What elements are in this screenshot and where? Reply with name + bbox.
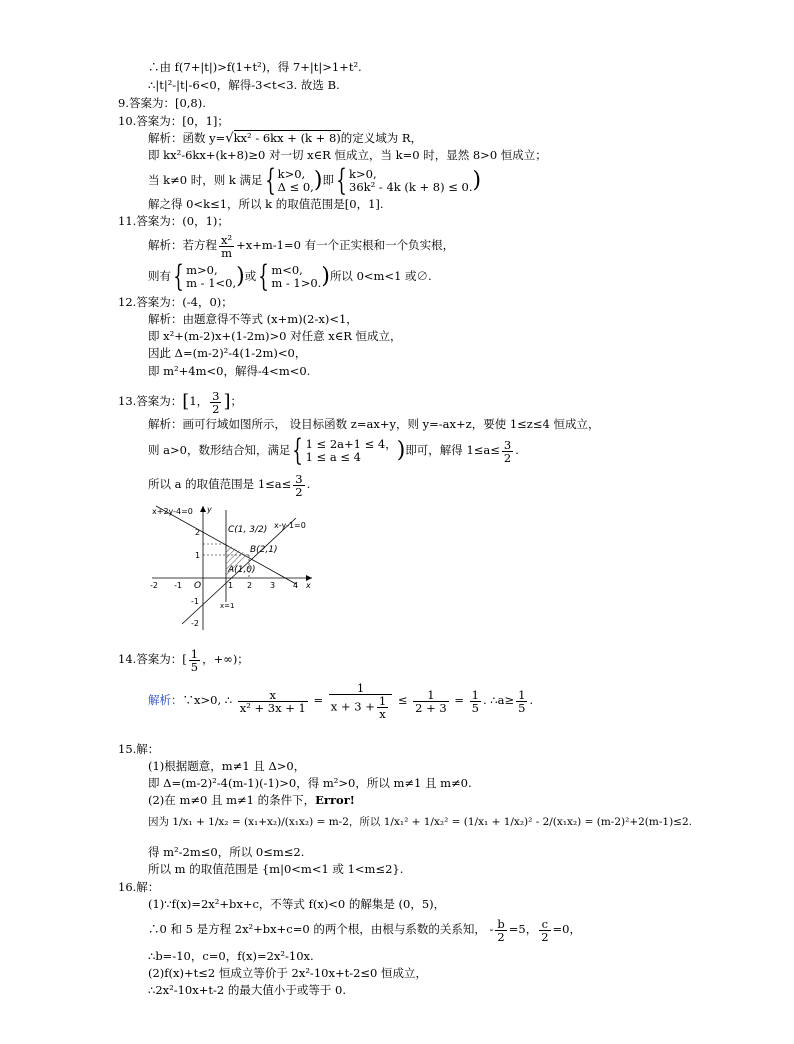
answer-16: 16.解： <box>118 880 160 894</box>
left-brace: { <box>258 259 270 294</box>
text-line: 因为 1/x₁ + 1/x₂ = (x₁+x₂)/(x₁x₂) = m-2，所以 1/x₁² + 1/x₂² = (1/x₁ + 1/x₂)² - 2/(x₁x₂) = (m-2)²+2(m-1)≤2. <box>148 816 692 828</box>
answer-11: 11.答案为：(0，1)； <box>118 214 229 228</box>
numerator: b <box>497 916 505 931</box>
system <box>306 438 397 464</box>
x-tick: -2 <box>150 581 158 590</box>
left-brace: { <box>292 433 304 468</box>
fraction <box>238 689 308 714</box>
text-fragment: 13.答案为： <box>118 394 183 408</box>
fraction <box>377 695 388 720</box>
fraction <box>502 439 513 464</box>
right-paren: ) <box>313 168 323 193</box>
right-paren: ) <box>472 168 482 193</box>
text-fragment: 当 k≠0 时，则 k 满足 <box>148 173 263 187</box>
text-fragment: = <box>454 693 465 707</box>
text-fragment: . <box>515 443 519 457</box>
radicand: kx² - 6kx + (k + 8) <box>233 131 341 145</box>
numerator: c <box>539 918 550 931</box>
text-fragment: ≤ <box>397 693 408 707</box>
system-row: 36k² - 4k (k + 8) ≤ 0. <box>349 180 473 194</box>
right-paren: ) <box>321 264 330 289</box>
text-fragment: ∴0 和 5 是方程 2x²+bx+c=0 的两个根，由根与系数的关系知， <box>148 922 486 936</box>
numerator: x² <box>221 232 233 247</box>
numerator: 3 <box>295 471 303 486</box>
text-line <box>148 469 310 499</box>
system-row: m - 1<0, <box>186 276 237 290</box>
fraction <box>413 689 449 714</box>
label-line2: x-y-1=0 <box>274 521 306 530</box>
text-line: 所以 m 的取值范围是 {m|0<m<1 或 1<m≤2}. <box>148 862 404 876</box>
system <box>186 264 236 290</box>
label-y-axis: y <box>207 505 212 514</box>
system <box>271 264 321 290</box>
y-tick: -2 <box>191 619 199 628</box>
system-row: k>0, <box>349 167 377 181</box>
system-row: m<0, <box>271 263 303 277</box>
text-line <box>148 434 519 467</box>
fraction <box>470 689 481 714</box>
text-line: 解析：由题意得不等式 (x+m)(2-x)<1， <box>148 312 358 326</box>
fraction <box>219 234 234 259</box>
left-brace: { <box>336 163 347 198</box>
answer-15: 15.解： <box>118 742 160 756</box>
text-fragment: =5， <box>508 922 538 936</box>
fraction <box>293 473 304 498</box>
fraction <box>539 918 550 943</box>
text-line: 即 kx²-6kx+(k+8)≥0 对一切 x∈R 恒成立，当 k=0 时，显然 8>0 恒成立； <box>148 148 547 162</box>
text-fragment: 即可，解得 1≤a≤ <box>405 443 500 457</box>
text-fragment: 即 <box>322 173 334 187</box>
denominator: x <box>379 707 386 721</box>
numerator: 1 <box>329 682 392 695</box>
text-line: ∴|t|²-|t|-6<0，解得-3<t<3. 故选 B. <box>148 78 340 92</box>
text-line: 即 m²+4m<0，解得-4<m<0. <box>148 364 311 378</box>
text-line: 即 x²+(m-2)x+(1-2m)>0 对任意 x∈R 恒成立， <box>148 329 402 343</box>
answer-9: 9.答案为：[0,8). <box>118 96 206 110</box>
text-fragment: (2)在 m≠0 且 m≠1 的条件下， <box>148 793 316 807</box>
label-x-axis: x <box>306 581 311 590</box>
label-vline: x=1 <box>220 602 235 610</box>
text-line: 得 m²-2m≤0，所以 0≤m≤2. <box>148 845 305 859</box>
system-row: m - 1>0. <box>271 276 322 290</box>
text-line: (1)根据题意，m≠1 且 Δ>0， <box>148 759 306 773</box>
text-fragment: . <box>306 477 311 491</box>
denominator: x² + 3x + 1 <box>239 700 306 715</box>
text-line: ∴b=-10，c=0，f(x)=2x²-10x. <box>148 949 314 963</box>
answer-12: 12.答案为：(-4，0)； <box>118 295 233 309</box>
system-row: 1 ≤ a ≤ 4 <box>305 450 361 464</box>
denominator: m <box>221 245 232 260</box>
answer-10: 10.答案为：[0，1]； <box>118 114 229 128</box>
text-fragment: =0， <box>552 922 581 936</box>
left-brace: { <box>264 163 276 198</box>
denominator: 2 <box>212 401 220 416</box>
y-tick: 1 <box>195 551 201 560</box>
right-paren: ) <box>236 264 245 289</box>
x-tick: -1 <box>174 581 182 590</box>
text-fragment: 1， <box>189 394 209 408</box>
text-line: ∴由 f(7+|t|)>f(1+t²)，得 7+|t|>1+t². <box>148 60 362 74</box>
x-tick: 4 <box>293 581 299 590</box>
system <box>278 168 314 194</box>
text-line: ∴0 和 5 是方程 2x²+bx+c=0 的两个根，由根与系数的关系知， - $\frac{b}{2}$ =5， $\frac{c}{2}$ =0， <box>148 916 581 944</box>
denominator: 2 <box>541 929 549 944</box>
text-line: 解之得 0<k≤1，所以 k 的取值范围是[0，1]. <box>148 197 384 211</box>
text-fragment: . ∴a≥ <box>483 693 515 707</box>
text-fragment: 则 a>0，数形结合知，满足 <box>148 443 291 457</box>
text-fragment: x + 3 + <box>330 699 375 714</box>
text-fragment: . <box>529 693 534 707</box>
analysis-label: 解析： <box>148 693 183 707</box>
x-tick: 2 <box>247 581 253 590</box>
text-line <box>148 231 454 259</box>
denominator: 5 <box>190 659 199 674</box>
denominator: 2 + 3 <box>415 700 447 715</box>
text-line: 即 Δ=(m-2)²-4(m-1)(-1)>0，得 m²>0，所以 m≠1 且 m≠0. <box>148 776 472 790</box>
feasible-region-figure <box>146 502 318 636</box>
fraction <box>329 682 392 720</box>
x-tick: 1 <box>228 581 234 590</box>
text-fragment: ，+∞)； <box>202 652 249 666</box>
text-line: 解析：画可行域如图所示， 设目标函数 z=ax+y，则 y=-ax+z，要使 1≤z≤4 恒成立， <box>148 417 600 431</box>
answer-13 <box>118 386 242 417</box>
text-line: (1)∵f(x)=2x²+bx+c，不等式 f(x)<0 的解集是 (0，5)， <box>148 897 446 911</box>
fraction <box>495 918 506 943</box>
numerator: 3 <box>503 437 512 452</box>
text-fragment: 解析：若方程 <box>148 238 217 252</box>
y-arrow-icon <box>200 506 206 512</box>
label-point-a: A(1,0) <box>228 565 256 575</box>
numerator: 3 <box>212 388 220 403</box>
label-point-c: C(1, 3/2) <box>228 525 268 535</box>
error-text: Error! <box>315 793 355 807</box>
text-line <box>148 680 533 720</box>
x-tick: 3 <box>270 581 276 590</box>
fraction <box>210 390 221 415</box>
text-fragment: +x+m-1=0 有一个正实根和一个负实根， <box>236 238 455 252</box>
text-fragment: ； <box>230 394 243 408</box>
left-brace: { <box>173 259 184 294</box>
numerator: 1 <box>190 646 199 661</box>
label-point-b: B(2,1) <box>250 545 278 555</box>
text-fragment: ∵x>0, ∴ <box>182 693 233 707</box>
label-line1: x+2y-4=0 <box>152 507 193 516</box>
text-fragment: 所以 a 的取值范围是 1≤a≤ <box>148 477 292 491</box>
sqrt-symbol: √ <box>225 131 234 146</box>
text-fragment: = <box>313 693 324 707</box>
system-row: m>0, <box>186 263 218 277</box>
text-fragment: 解析：函数 y= <box>148 131 226 145</box>
denominator <box>329 695 392 720</box>
denominator: 2 <box>503 450 512 465</box>
system-row: k>0, <box>277 167 306 181</box>
right-bracket: ] <box>223 391 231 412</box>
text-fragment: 的定义域为 R， <box>340 131 423 145</box>
text-fragment: 或 <box>244 269 257 283</box>
right-paren: ) <box>396 438 406 463</box>
text-line: 因此 Δ=(m-2)²-4(1-2m)<0， <box>148 346 307 360</box>
text-fragment: 14.答案为：[ <box>118 652 187 666</box>
left-bracket: [ <box>182 391 190 412</box>
numerator: 1 <box>518 687 526 702</box>
denominator: 2 <box>295 484 303 499</box>
text-fragment: 所以 0<m<1 或∅. <box>329 269 432 283</box>
y-tick: -1 <box>191 597 199 606</box>
system <box>349 168 472 194</box>
y-tick: 2 <box>195 528 201 537</box>
fraction <box>189 648 200 673</box>
text-fragment: 则有 <box>148 269 171 283</box>
system-row: Δ ≤ 0, <box>277 180 314 194</box>
numerator: x <box>238 689 308 702</box>
numerator: 1 <box>378 694 387 708</box>
text-line <box>148 259 432 294</box>
denominator: 5 <box>471 700 479 715</box>
text-line <box>148 163 482 198</box>
numerator: 1 <box>413 689 449 702</box>
text-line: (2)f(x)+t≤2 恒成立等价于 2x²-10x+t-2≤0 恒成立， <box>148 966 428 980</box>
text-line: ∴2x²-10x+t-2 的最大值小于或等于 0. <box>148 983 346 997</box>
text-line <box>148 131 422 146</box>
numerator: 1 <box>471 687 479 702</box>
label-origin: O <box>194 581 202 591</box>
text-line <box>148 793 355 807</box>
fraction <box>516 689 527 714</box>
answer-14 <box>118 644 249 674</box>
denominator: 5 <box>518 700 526 715</box>
denominator: 2 <box>497 929 505 944</box>
system-row: 1 ≤ 2a+1 ≤ 4， <box>305 437 397 451</box>
